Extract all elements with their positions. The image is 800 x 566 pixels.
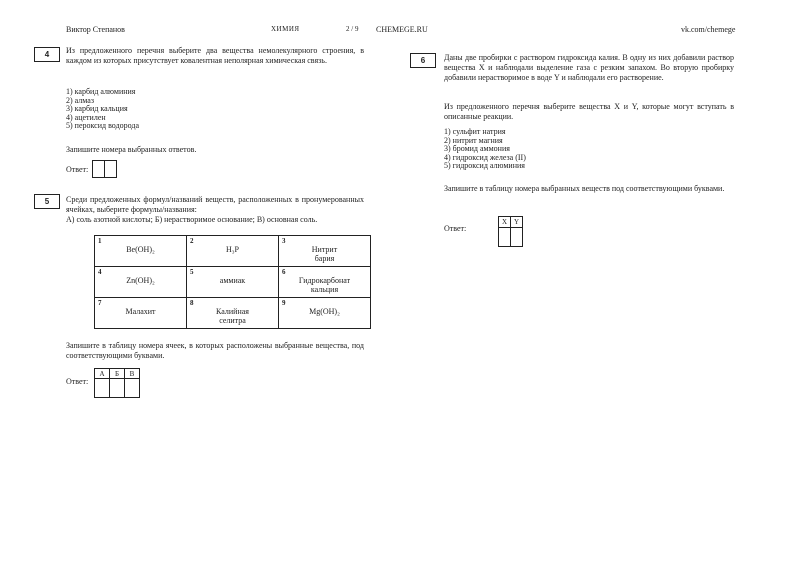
cell-number: 8 (190, 299, 194, 307)
substances-table (94, 235, 371, 329)
question-6-options (444, 128, 526, 171)
cell-value: H₃P (225, 245, 239, 254)
cell-number: 2 (190, 237, 194, 245)
question-5-answer-label: Ответ: (66, 377, 89, 386)
substance-cell (279, 267, 371, 298)
answer-header-a: А (95, 369, 110, 379)
header-social: vk.com/chemege (681, 25, 736, 34)
question-6-answer-label: Ответ: (444, 224, 467, 233)
answer-header-x: X (499, 217, 511, 228)
cell-number: 4 (98, 268, 102, 276)
substance-cell (279, 236, 371, 267)
question-4-text: Из предложенного перечня выберите два вещества немолекулярного строения, в каждом из которых присутствует ковалентная неполярная химическая связь. (66, 46, 364, 65)
header-page: 2 / 9 (346, 25, 359, 33)
question-5-text: Среди предложенных формул/названий веществ, расположенных в пронумерованных ячейках, выберите формулы/названия: (66, 195, 364, 214)
answer-cell[interactable] (110, 379, 125, 398)
question-6-option: 3) бромид аммония (444, 144, 510, 153)
answer-cell[interactable] (511, 228, 523, 247)
substance-cell (279, 298, 371, 329)
question-6-option: 1) сульфит натрия (444, 127, 506, 136)
question-4-option: 1) карбид алюминия (66, 87, 136, 96)
answer-cell[interactable] (104, 161, 116, 177)
cell-value: аммиак (219, 276, 246, 285)
cell-number: 3 (282, 237, 286, 245)
answer-header-b: Б (110, 369, 125, 379)
header-subject: ХИМИЯ (271, 25, 300, 33)
question-5-instruction: Запишите в таблицу номера ячеек, в которых расположены выбранные вещества, под соответствующими буквами. (66, 341, 364, 360)
header-author: Виктор Степанов (66, 25, 125, 34)
cell-value: Гидрокарбонат кальция (298, 276, 351, 294)
cell-value: Mg(OH)₂ (309, 307, 340, 316)
cell-value: Zn(OH)₂ (126, 276, 155, 285)
question-4-answer-cells[interactable] (92, 160, 117, 178)
cell-value: Калийная селитра (216, 307, 249, 325)
question-6-answer-table[interactable] (498, 216, 523, 247)
cell-value: Малахит (125, 307, 156, 316)
question-4-option: 4) ацетилен (66, 112, 106, 122)
question-5-answer-table[interactable] (94, 368, 140, 398)
substance-cell (187, 267, 279, 298)
substance-cell (95, 298, 187, 329)
header-site: CHEMEGE.RU (376, 25, 428, 34)
question-6-option: 5) гидроксид алюминия (444, 161, 525, 170)
cell-number: 9 (282, 299, 286, 307)
question-6-text2: Из предложенного перечня выберите вещества X и Y, которые могут вступать в описанные реакции. (444, 102, 734, 121)
question-4-answer-label: Ответ: (66, 164, 89, 174)
question-4-option: 2) алмаз (66, 95, 94, 105)
question-4-options (66, 88, 139, 131)
substance-cell (95, 236, 187, 267)
question-4-instruction: Запишите номера выбранных ответов. (66, 145, 197, 154)
answer-cell[interactable] (95, 379, 110, 398)
question-4-option: 3) карбид кальция (66, 104, 128, 113)
question-6-option: 4) гидроксид железа (II) (444, 152, 526, 162)
question-6-option: 2) нитрит магния (444, 135, 503, 145)
substance-cell (187, 298, 279, 329)
substance-cell (187, 236, 279, 267)
answer-header-y: Y (511, 217, 523, 228)
cell-number: 6 (282, 268, 286, 276)
cell-number: 1 (98, 237, 102, 245)
answer-header-c: В (125, 369, 140, 379)
question-4-option: 5) пероксид водорода (66, 121, 140, 130)
cell-number: 5 (190, 268, 194, 276)
substance-cell (95, 267, 187, 298)
question-4-number: 4 (34, 47, 60, 62)
question-5-subtext: А) соль азотной кислоты; Б) нерастворимое основание; В) основная соль. (66, 215, 318, 224)
question-6-number: 6 (410, 53, 436, 68)
question-6-text: Даны две пробирки с раствором гидроксида калия. В одну из них добавили раствор вещества X и наблюдали выделение газа с резким запахом. Во вторую пробирку добавили нерастворимое в воде Y и наблюдали его растворение. (444, 53, 734, 82)
answer-cell[interactable] (125, 379, 140, 398)
question-5-number: 5 (34, 194, 60, 209)
question-4-answer-row (66, 160, 117, 178)
cell-number: 7 (98, 299, 102, 307)
cell-value: Нитрит бария (311, 245, 338, 263)
question-6-instruction: Запишите в таблицу номера выбранных веществ под соответствующими буквами. (444, 184, 725, 193)
answer-cell[interactable] (93, 161, 104, 177)
cell-value: Be(OH)₂ (126, 245, 155, 254)
answer-cell[interactable] (499, 228, 511, 247)
